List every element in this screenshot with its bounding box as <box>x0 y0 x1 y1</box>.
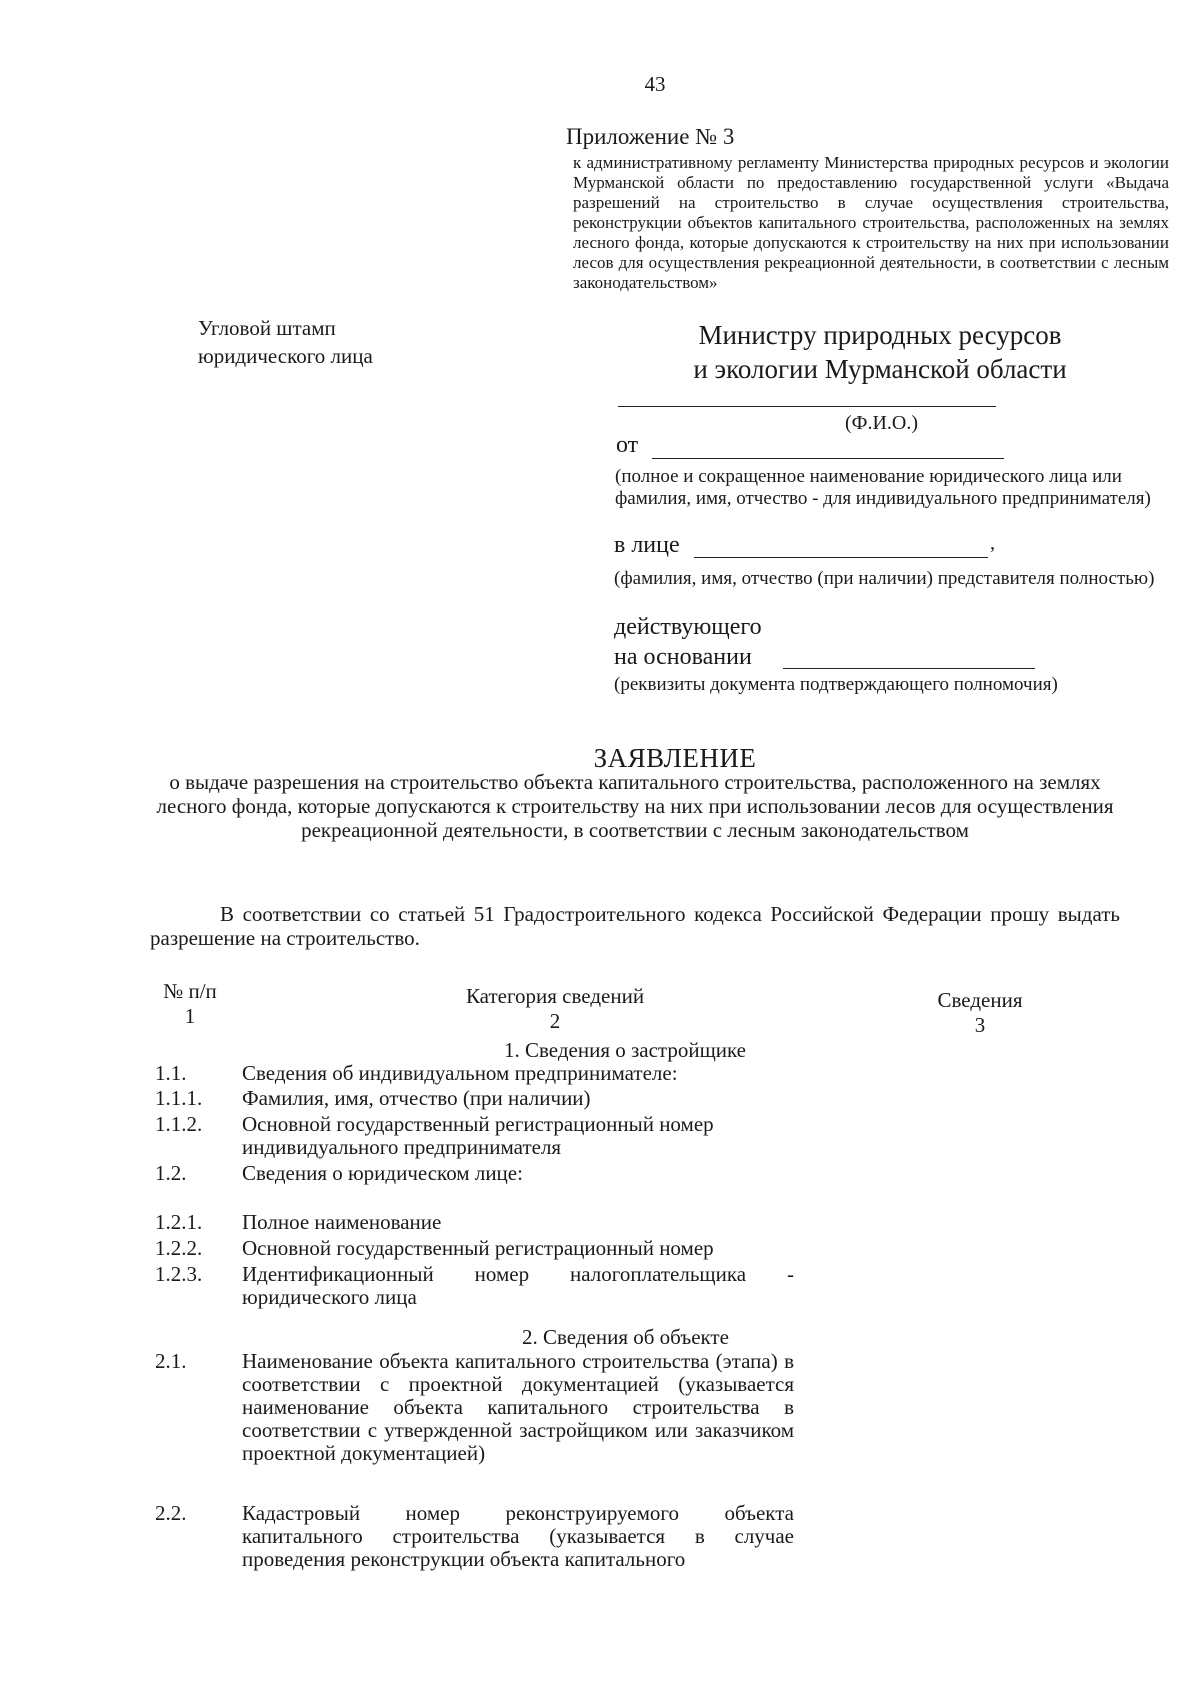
row-number: 2.1. <box>155 1349 187 1373</box>
row-text: Кадастровый номер реконструируемого объекта капитального строительства (указывается в случае проведения реконструкции объекта капитального <box>242 1501 794 1571</box>
row-text: Основной государственный регистрационный номер <box>242 1236 714 1260</box>
column-info-label: Сведения <box>937 988 1023 1012</box>
document-subtitle: о выдаче разрешения на строительство объекта капитального строительства, расположенного на землях лесного фонда, которые допускаются к строительству на них при использовании лесов для осуществления рекреационной деятельности, в соответствии с лесным законодательством <box>156 770 1114 842</box>
row-number: 1.1.1. <box>155 1086 203 1110</box>
from-blank-line[interactable] <box>652 458 1004 459</box>
intro-paragraph: В соответствии со статьей 51 Градостроительного кодекса Российской Федерации прошу выдать разрешение на строительство. <box>150 902 1120 950</box>
page-number: 43 <box>644 72 666 96</box>
column-number-label: № п/п <box>163 979 217 1003</box>
acting-line-2: на основании <box>614 644 752 670</box>
section-heading-developer: 1. Сведения о застройщике <box>504 1038 747 1062</box>
acting-line-1: действующего <box>614 614 762 640</box>
section-heading-object: 2. Сведения об объекте <box>522 1325 729 1349</box>
column-category-label: Категория сведений <box>465 984 645 1008</box>
row-number: 1.1. <box>155 1061 187 1085</box>
row-text: Полное наименование <box>242 1210 442 1234</box>
addressee-line-1: Министру природных ресурсов <box>698 320 1062 350</box>
row-number: 2.2. <box>155 1501 187 1525</box>
from-label: от <box>616 432 639 458</box>
column-header-number <box>150 979 230 1029</box>
row-text: Сведения об индивидуальном предпринимателе: <box>242 1061 678 1085</box>
stamp-line-2: юридического лица <box>198 344 373 368</box>
representative-hint: (фамилия, имя, отчество (при наличии) представителя полностью) <box>614 568 1155 589</box>
comma: , <box>990 532 995 554</box>
stamp-line-1: Угловой штамп <box>198 316 336 340</box>
row-number: 1.1.2. <box>155 1112 203 1136</box>
column-info-index: 3 <box>974 1013 986 1037</box>
row-number: 1.2.3. <box>155 1262 203 1286</box>
corner-stamp-label <box>198 314 373 370</box>
row-text: Сведения о юридическом лице: <box>242 1161 523 1185</box>
representative-blank-line[interactable] <box>694 557 988 558</box>
fio-hint: (Ф.И.О.) <box>845 412 919 434</box>
column-header-category <box>390 984 720 1034</box>
row-text: Идентификационный номер налогоплательщика - юридического лица <box>242 1262 794 1309</box>
row-number: 1.2. <box>155 1161 187 1185</box>
row-text: Наименование объекта капитального строительства (этапа) в соответствии с проектной документацией (указывается наименование объекта капитального строительства в соответствии с утвержденной застройщиком или заказчиком проектной документацией) <box>242 1349 794 1465</box>
row-text: Основной государственный регистрационный номер индивидуального предпринимателя <box>242 1112 714 1159</box>
org-name-hint: (полное и сокращенное наименование юридического лица или фамилия, имя, отчество - для индивидуального предпринимателя) <box>615 466 1151 509</box>
addressee-line-2: и экологии Мурманской области <box>693 354 1067 384</box>
annex-title: Приложение № 3 <box>566 124 735 149</box>
row-number: 1.2.1. <box>155 1210 203 1234</box>
column-header-info <box>900 988 1060 1038</box>
in-person-label: в лице <box>614 532 680 558</box>
basis-blank-line[interactable] <box>783 668 1035 669</box>
row-number: 1.2.2. <box>155 1236 203 1260</box>
addressee-block <box>640 318 1120 386</box>
document-title: ЗАЯВЛЕНИЕ <box>593 743 757 773</box>
document-hint: (реквизиты документа подтверждающего полномочия) <box>614 674 1058 695</box>
row-text: Фамилия, имя, отчество (при наличии) <box>242 1086 591 1110</box>
fio-blank-line[interactable] <box>618 406 996 407</box>
acting-on-basis <box>614 612 762 672</box>
column-number-index: 1 <box>184 1004 196 1028</box>
annex-text: к административному регламенту Министерства природных ресурсов и экологии Мурманской области по предоставлению государственной услуги «Выдача разрешений на строительство в случае осуществления строительства, реконструкции объектов капитального строительства, расположенных на землях лесного фонда, которые допускаются к строительству на них при использовании лесов для осуществления рекреационной деятельности, в соответствии с лесным законодательством» <box>573 153 1169 292</box>
column-category-index: 2 <box>549 1009 561 1033</box>
